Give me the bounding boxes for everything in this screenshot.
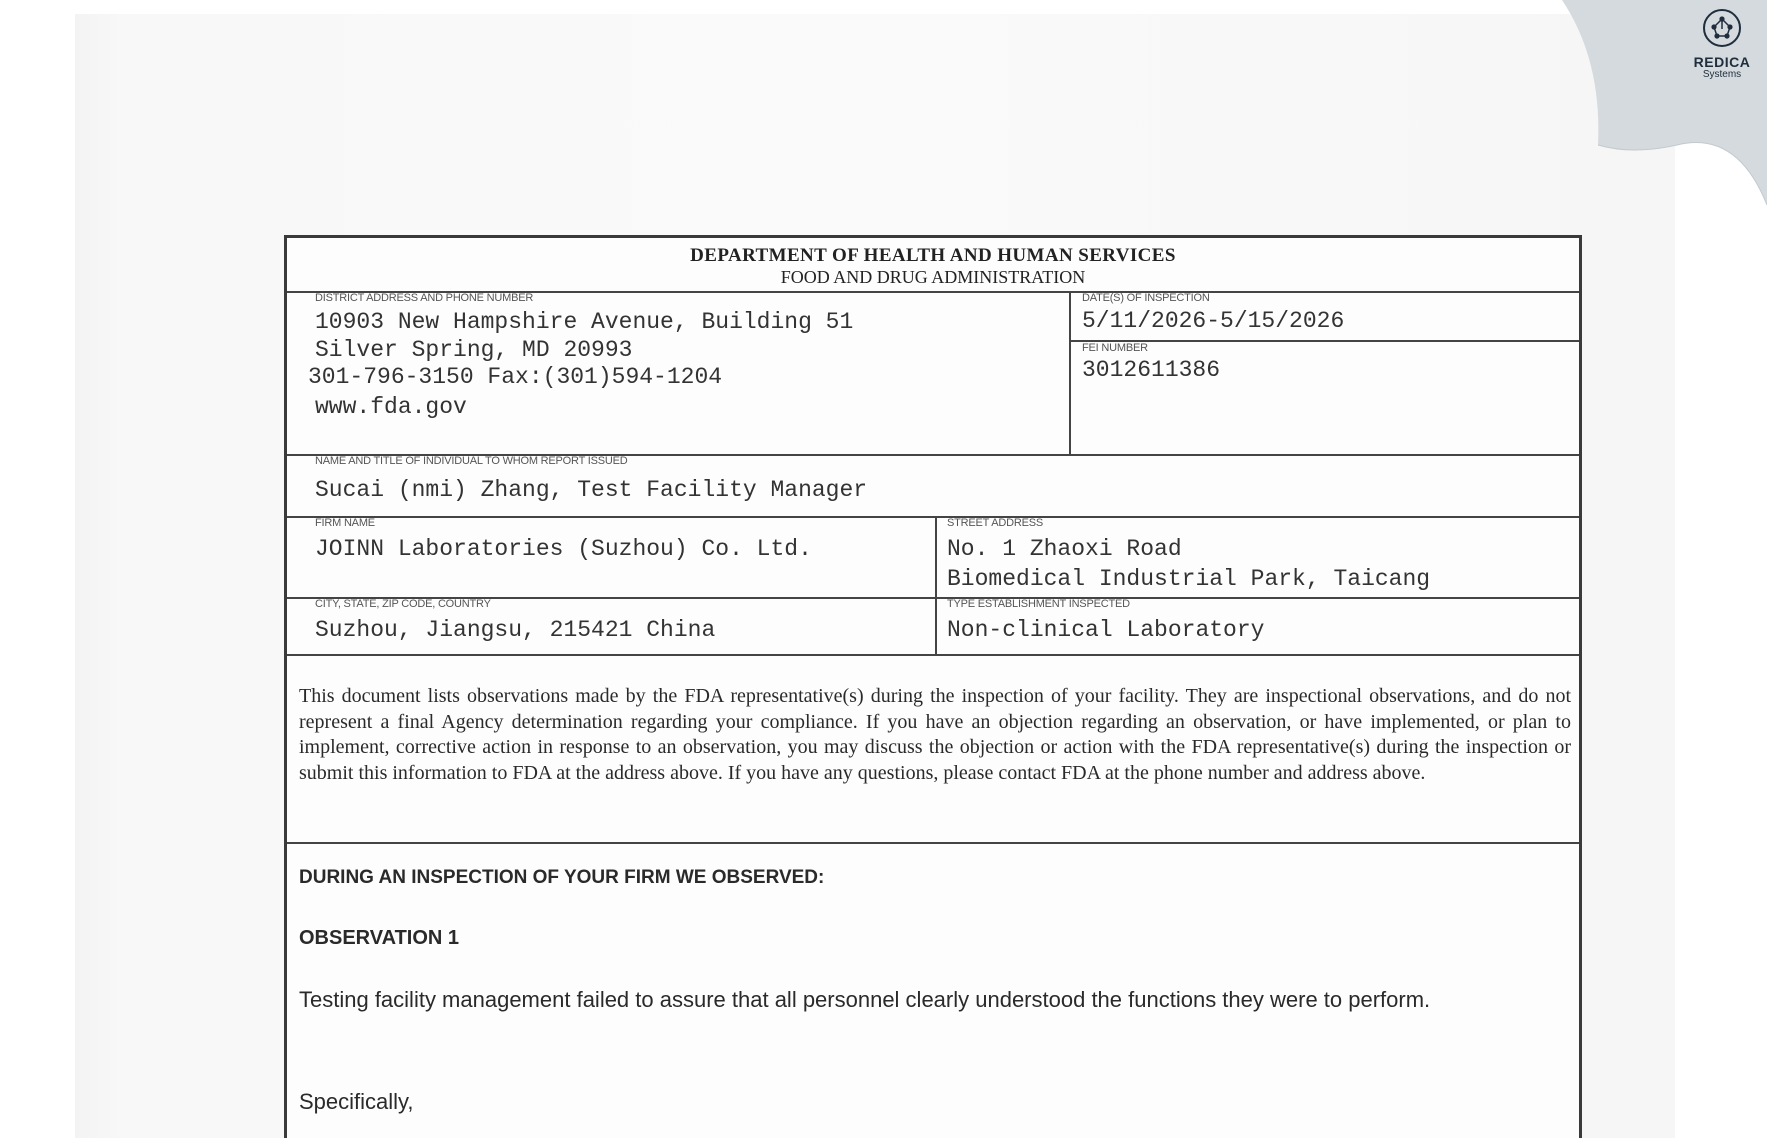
firm-label: FIRM NAME xyxy=(315,517,375,529)
street-label: STREET ADDRESS xyxy=(947,517,1044,529)
street-line2: Biomedical Industrial Park, Taicang xyxy=(947,566,1431,592)
redica-logo xyxy=(1687,8,1757,80)
district-label: DISTRICT ADDRESS AND PHONE NUMBER xyxy=(315,292,534,304)
city-value: Suzhou, Jiangsu, 215421 China xyxy=(315,617,716,643)
individual-value: Sucai (nmi) Zhang, Test Facility Manager xyxy=(315,477,868,503)
rule xyxy=(287,654,1579,656)
firm-value: JOINN Laboratories (Suzhou) Co. Ltd. xyxy=(315,536,812,562)
district-address-line1: 10903 New Hampshire Avenue, Building 51 xyxy=(315,309,854,335)
city-label: CITY, STATE, ZIP CODE, COUNTRY xyxy=(315,598,491,610)
rule xyxy=(1069,291,1071,455)
agency-heading: FOOD AND DRUG ADMINISTRATION xyxy=(780,267,1086,287)
rule xyxy=(287,842,1579,844)
individual-label: NAME AND TITLE OF INDIVIDUAL TO WHOM REPORT ISSUED xyxy=(315,455,628,467)
rule xyxy=(935,516,937,655)
inspection-dates-label: DATE(S) OF INSPECTION xyxy=(1082,292,1210,304)
specifically-text: Specifically, xyxy=(299,1089,414,1114)
district-phone: 301-796-3150 Fax:(301)594-1204 xyxy=(308,364,723,390)
disclaimer-text: This document lists observations made by the FDA representative(s) during the inspection of your facility. They are inspectional observations, and do not represent a final Agency determination regarding your compliance. If you have an objection regarding an observation, or have implemented, or plan to implement, corrective action in response to an observation, you may discuss the objection or action with the FDA representative(s) during the inspection or submit this information to FDA at the address above. If you have any questions, please contact FDA at the phone number and address above. xyxy=(299,685,1571,784)
street-line1: No. 1 Zhaoxi Road xyxy=(947,536,1182,562)
establishment-label: TYPE ESTABLISHMENT INSPECTED xyxy=(947,598,1130,610)
observation-text: Testing facility management failed to assure that all personnel clearly understood the functions they were to perform. xyxy=(299,987,1431,1012)
logo-name: REDICA xyxy=(1693,54,1751,70)
observed-heading: DURING AN INSPECTION OF YOUR FIRM WE OBSERVED: xyxy=(299,867,825,888)
department-heading: DEPARTMENT OF HEALTH AND HUMAN SERVICES xyxy=(690,245,1176,266)
logo-sub: Systems xyxy=(1702,69,1742,80)
fei-value: 3012611386 xyxy=(1082,357,1221,383)
rule xyxy=(287,516,1579,518)
district-website: www.fda.gov xyxy=(315,394,467,420)
molecule-icon xyxy=(1702,8,1742,48)
inspection-dates-value: 5/11/2026-5/15/2026 xyxy=(1082,308,1345,334)
establishment-value: Non-clinical Laboratory xyxy=(947,617,1265,643)
fei-label: FEI NUMBER xyxy=(1082,342,1148,354)
fda-form-483 xyxy=(284,235,1582,1138)
observation-title: OBSERVATION 1 xyxy=(299,927,460,949)
district-address-line2: Silver Spring, MD 20993 xyxy=(315,337,633,363)
